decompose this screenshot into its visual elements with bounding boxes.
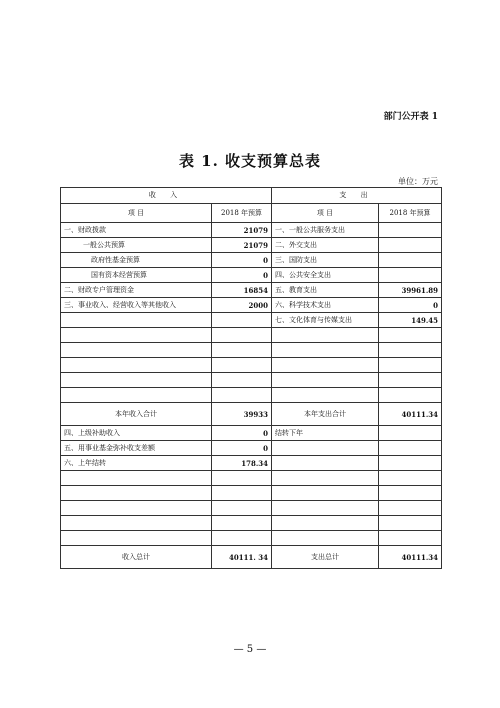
table-row-empty	[61, 358, 442, 373]
income-item: 五、用事业基金弥补收支差额	[61, 441, 212, 456]
table-tag: 部门公开表 1	[383, 112, 438, 122]
table-row-empty	[61, 501, 442, 516]
table-row-empty	[61, 531, 442, 546]
table-row-empty	[61, 328, 442, 343]
income-value: 0	[212, 426, 272, 441]
expense-item	[272, 441, 379, 456]
income-item: 二、财政专户管理资金	[61, 283, 212, 298]
income-item: 一般公共预算	[61, 238, 212, 253]
table-row	[61, 441, 442, 456]
subtotal-row	[61, 403, 442, 426]
expense-value	[379, 238, 442, 253]
expense-value: 0	[379, 298, 442, 313]
income-total-value: 40111. 34	[212, 546, 272, 569]
expense-col-budget: 2018 年预算	[379, 204, 442, 223]
table-row	[61, 283, 442, 298]
table-row	[61, 268, 442, 283]
expense-item: 结转下年	[272, 426, 379, 441]
income-item: 一、财政拨款	[61, 223, 212, 238]
expense-value	[379, 426, 442, 441]
expense-item	[272, 456, 379, 471]
income-value: 21079	[212, 223, 272, 238]
column-header-row	[61, 204, 442, 223]
table-row	[61, 298, 442, 313]
table-row-empty	[61, 343, 442, 358]
income-item: 国有资本经营预算	[61, 268, 212, 283]
income-item: 政府性基金预算	[61, 253, 212, 268]
budget-table	[60, 187, 442, 569]
table-row-empty	[61, 471, 442, 486]
expense-col-item: 项 目	[272, 204, 379, 223]
table-row	[61, 456, 442, 471]
expense-value: 39961.89	[379, 283, 442, 298]
income-value: 16854	[212, 283, 272, 298]
page-title: 表 1. 收支预算总表	[178, 152, 322, 170]
expense-total-value: 40111.34	[379, 546, 442, 569]
table-row-empty	[61, 373, 442, 388]
table-row-empty	[61, 516, 442, 531]
table-row	[61, 223, 442, 238]
income-item: 三、事业收入、经营收入等其他收入	[61, 298, 212, 313]
table-row	[61, 313, 442, 328]
table-row	[61, 253, 442, 268]
table-row-empty	[61, 388, 442, 403]
section-header-row	[61, 188, 442, 204]
income-total-label: 收入总计	[61, 546, 212, 569]
income-value	[212, 313, 272, 328]
expense-item: 一、一般公共服务支出	[272, 223, 379, 238]
expense-item: 三、国防支出	[272, 253, 379, 268]
expense-value	[379, 441, 442, 456]
expense-item: 六、科学技术支出	[272, 298, 379, 313]
page-number: — 5 —	[233, 644, 267, 655]
table-row	[61, 426, 442, 441]
expense-item: 五、教育支出	[272, 283, 379, 298]
unit-label: 单位：万元	[398, 177, 438, 186]
total-row	[61, 546, 442, 569]
expense-value	[379, 253, 442, 268]
income-col-item: 项 目	[61, 204, 212, 223]
income-value: 21079	[212, 238, 272, 253]
income-header: 收 入	[61, 188, 272, 204]
income-item: 四、上级补助收入	[61, 426, 212, 441]
expense-subtotal-label: 本年支出合计	[272, 403, 379, 426]
expense-item: 二、外交支出	[272, 238, 379, 253]
income-value: 2000	[212, 298, 272, 313]
expense-value	[379, 456, 442, 471]
income-value: 0	[212, 441, 272, 456]
table-row	[61, 238, 442, 253]
expense-value: 149.45	[379, 313, 442, 328]
expense-subtotal-value: 40111.34	[379, 403, 442, 426]
expense-value	[379, 268, 442, 283]
income-value: 0	[212, 253, 272, 268]
income-subtotal-label: 本年收入合计	[61, 403, 212, 426]
income-value: 0	[212, 268, 272, 283]
income-col-budget: 2018 年预算	[212, 204, 272, 223]
table-row-empty	[61, 486, 442, 501]
expense-header: 支 出	[272, 188, 442, 204]
expense-item: 四、公共安全支出	[272, 268, 379, 283]
income-value: 178.34	[212, 456, 272, 471]
expense-value	[379, 223, 442, 238]
income-item: 六、上年结转	[61, 456, 212, 471]
income-item	[61, 313, 212, 328]
expense-total-label: 支出总计	[272, 546, 379, 569]
income-subtotal-value: 39933	[212, 403, 272, 426]
expense-item: 七、文化体育与传媒支出	[272, 313, 379, 328]
